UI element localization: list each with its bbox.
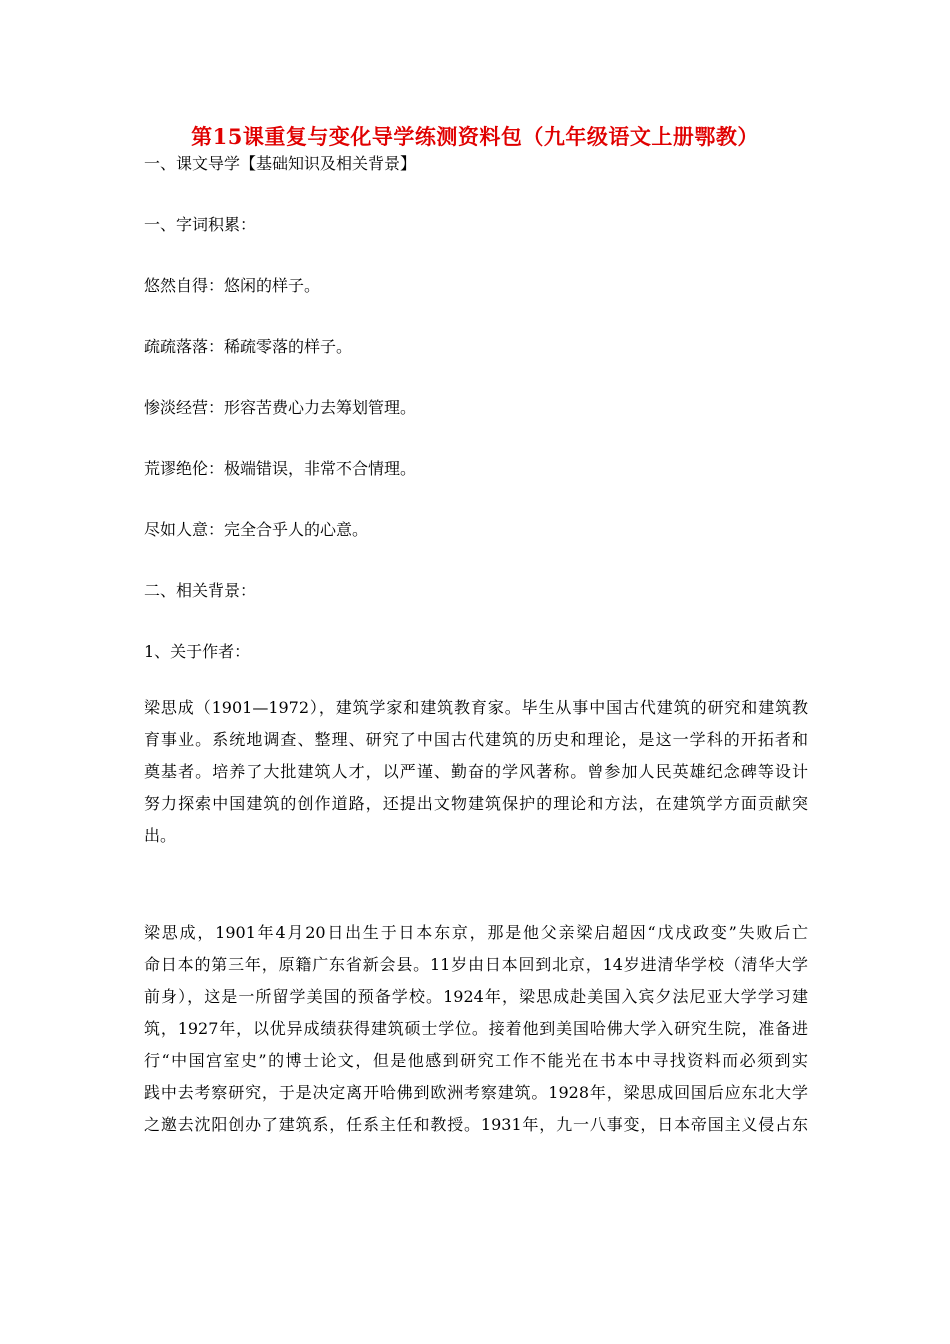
paragraph-line: 前身），这是一所留学美国的预备学校。1924年，梁思成赴美国入宾夕法尼亚大学学习建 <box>144 987 808 1006</box>
section-heading-vocabulary: 一、字词积累： <box>144 215 257 234</box>
vocabulary-item: 荒谬绝伦：极端错误，非常不合情理。 <box>144 459 417 478</box>
author-bio-paragraph <box>144 692 808 852</box>
paragraph-line: 命日本的第三年，原籍广东省新会县。11岁由日本回到北京，14岁进清华学校（清华大学 <box>144 955 808 974</box>
vocabulary-item: 疏疏落落：稀疏零落的样子。 <box>144 337 353 356</box>
vocabulary-item: 惨淡经营：形容苦费心力去筹划管理。 <box>144 398 417 417</box>
paragraph-line: 筑，1927年，以优异成绩获得建筑硕士学位。接着他到美国哈佛大学入研究生院，准备进 <box>144 1019 808 1038</box>
paragraph-line: 之邀去沈阳创办了建筑系，任系主任和教授。1931年，九一八事变，日本帝国主义侵占东 <box>144 1115 808 1134</box>
document-title: 第15课重复与变化导学练测资料包（九年级语文上册鄂教） <box>191 124 759 149</box>
vocabulary-item: 尽如人意：完全合乎人的心意。 <box>144 520 369 539</box>
subsection-heading-author: 1、关于作者： <box>144 642 251 661</box>
vocabulary-item: 悠然自得：悠闲的样子。 <box>144 276 321 295</box>
paragraph-line: 努力探索中国建筑的创作道路，还提出文物建筑保护的理论和方法，在建筑学方面贡献突 <box>144 794 808 813</box>
section-heading-lesson-guide: 一、课文导学【基础知识及相关背景】 <box>144 154 417 173</box>
section-heading-background: 二、相关背景： <box>144 581 257 600</box>
paragraph-line: 行“中国宫室史”的博士论文，但是他感到研究工作不能光在书本中寻找资料而必须到实 <box>144 1051 808 1070</box>
paragraph-line: 梁思成（1901—1972），建筑学家和建筑教育家。毕生从事中国古代建筑的研究和建筑教 <box>144 698 808 717</box>
paragraph-line: 奠基者。培养了大批建筑人才，以严谨、勤奋的学风著称。曾参加人民英雄纪念碑等设计 <box>144 762 808 781</box>
paragraph-line: 践中去考察研究，于是决定离开哈佛到欧洲考察建筑。1928年，梁思成回国后应东北大学 <box>144 1083 808 1102</box>
paragraph-line: 育事业。系统地调查、整理、研究了中国古代建筑的历史和理论，是这一学科的开拓者和 <box>144 730 808 749</box>
paragraph-line: 梁思成，1901年4月20日出生于日本东京，那是他父亲梁启超因“戊戌政变”失败后亡 <box>144 923 808 942</box>
author-life-paragraph <box>144 917 808 1141</box>
paragraph-line: 出。 <box>144 826 177 845</box>
